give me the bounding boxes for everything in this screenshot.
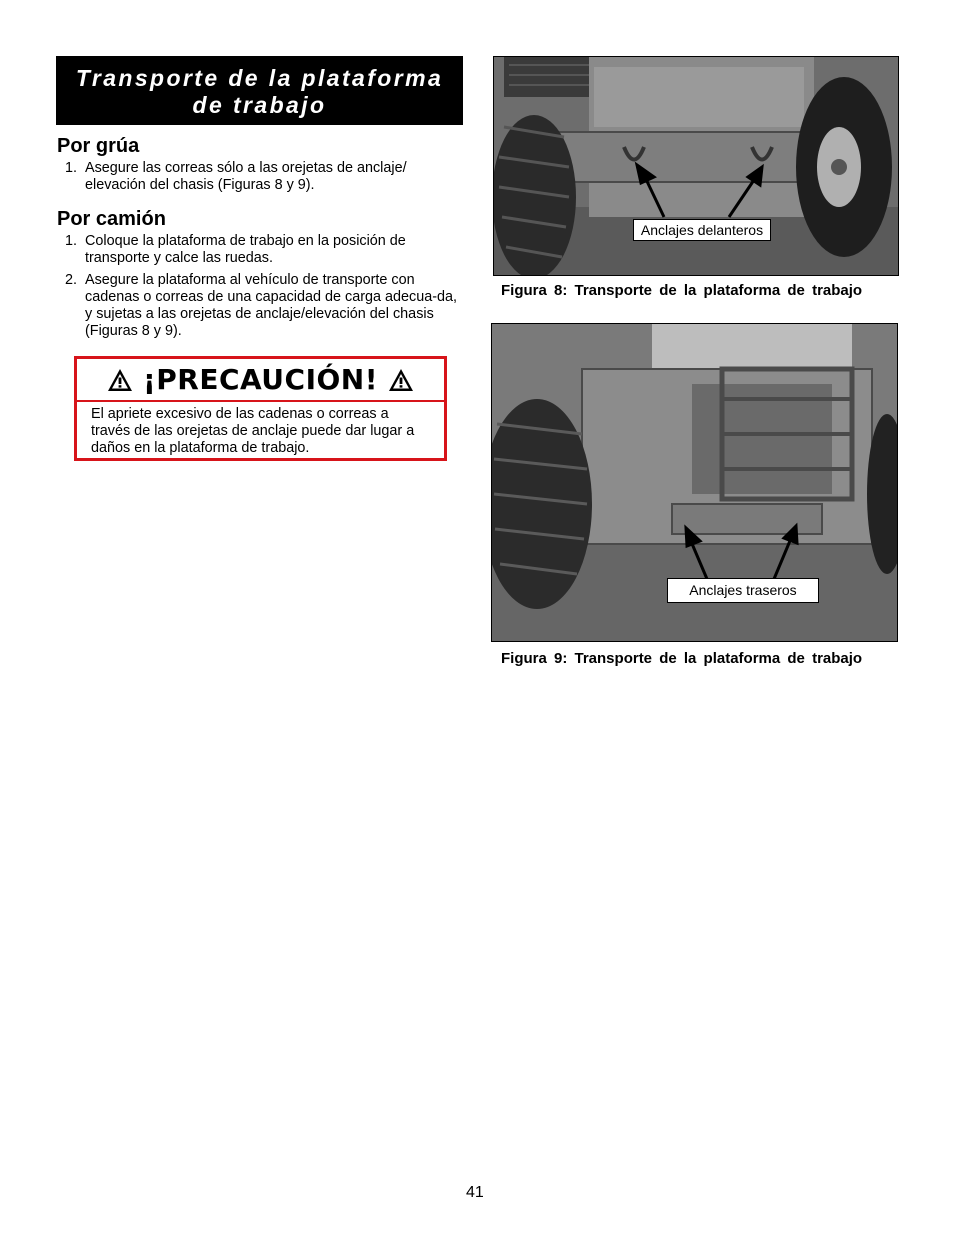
step-text: Asegure la plataforma al vehículo de transporte con cadenas o correas de una capacidad de carga adecua-da, y sujetas a las orejetas de anclaje/elevación del chasis (Figuras 8 y 9). [85, 272, 458, 339]
list-item [57, 272, 467, 340]
warning-triangle-icon [388, 368, 414, 392]
caution-box [74, 356, 447, 461]
caution-header [77, 359, 444, 402]
step-text: Asegure las correas sólo a las orejetas de anclaje/ elevación del chasis (Figuras 8 y 9). [85, 160, 407, 193]
section-title-line-2: de trabajo [192, 92, 327, 118]
step-text: Coloque la plataforma de trabajo en la posición de transporte y calce las ruedas. [85, 233, 406, 266]
rear-anchors-label: Anclajes traseros [667, 578, 819, 603]
heading-by-crane: Por grúa [57, 135, 140, 157]
heading-by-truck: Por camión [57, 208, 166, 230]
caution-text: El apriete excesivo de las cadenas o correas a través de las orejetas de anclaje puede dar lugar a daños en la plataforma de trabajo. [91, 406, 415, 456]
page-number: 41 [466, 1184, 484, 1201]
section-title-line-1: Transporte de la plataforma [75, 65, 444, 91]
figure-8-caption: Figura 8: Transporte de la plataforma de trabajo [501, 282, 863, 299]
front-anchors-photo [494, 57, 898, 275]
list-item [57, 160, 467, 194]
list-item [57, 233, 467, 267]
warning-triangle-icon [107, 368, 133, 392]
step-number: 1. [65, 233, 78, 249]
figure-9-caption: Figura 9: Transporte de la plataforma de trabajo [501, 650, 863, 667]
figure-9-photo [491, 323, 898, 642]
front-anchors-label: Anclajes delanteros [633, 219, 771, 241]
step-number: 2. [65, 272, 78, 288]
truck-steps-list [57, 233, 467, 345]
caution-title: ¡PRECAUCIÓN! [142, 363, 379, 396]
figure-8-photo [493, 56, 899, 276]
crane-steps-list [57, 160, 467, 199]
section-title-banner [56, 56, 463, 125]
step-number: 1. [65, 160, 78, 176]
